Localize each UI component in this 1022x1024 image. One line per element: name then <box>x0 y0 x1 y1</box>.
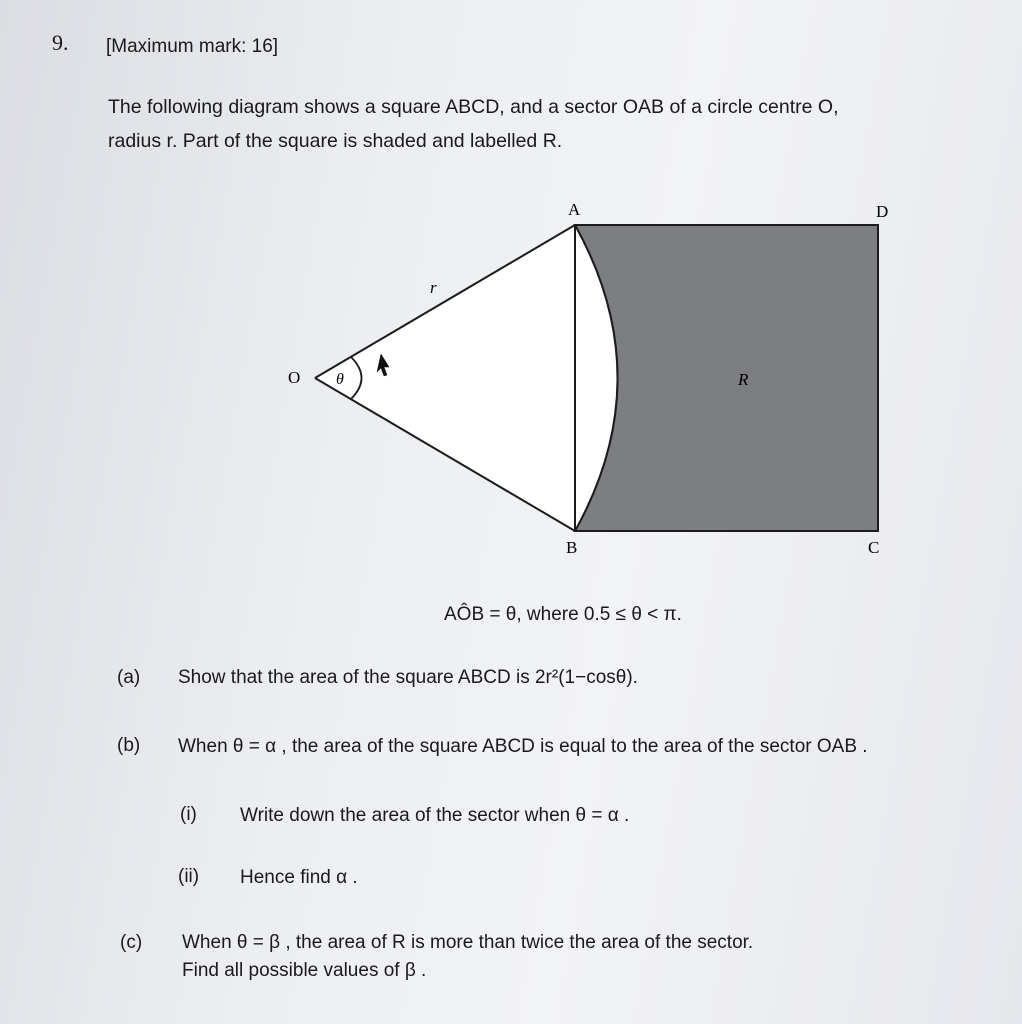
question-number: 9. <box>52 30 69 55</box>
sector-oab <box>315 225 618 531</box>
label-r-radius: r <box>430 278 437 297</box>
part-b-ii-text: Hence find α . <box>240 867 358 888</box>
part-c-text-line-1: When θ = β , the area of R is more than twice the area of the sector. <box>182 932 754 953</box>
part-c-text-line-2: Find all possible values of β . <box>182 960 427 981</box>
max-mark: [Maximum mark: 16] <box>106 36 279 57</box>
part-b-i-label: (i) <box>180 804 197 825</box>
intro-line-1: The following diagram shows a square ABCD, and a sector OAB of a circle centre O, <box>108 96 839 118</box>
part-a-text: Show that the area of the square ABCD is 2r²(1−cosθ). <box>178 667 638 688</box>
part-b-text: When θ = α , the area of the square ABCD is equal to the area of the sector OAB . <box>178 736 868 757</box>
angle-condition: AÔB = θ, where 0.5 ≤ θ < π. <box>444 604 682 625</box>
label-c: C <box>868 538 880 557</box>
label-region-r: R <box>738 370 749 389</box>
label-d: D <box>876 202 889 221</box>
part-b-ii-label: (ii) <box>178 866 200 887</box>
label-a: A <box>568 200 581 219</box>
label-theta: θ <box>336 371 344 388</box>
label-o: O <box>288 368 301 387</box>
part-a-label: (a) <box>117 667 141 688</box>
part-c-label: (c) <box>120 932 143 953</box>
intro-line-2: radius r. Part of the square is shaded and labelled R. <box>108 130 563 152</box>
part-b-label: (b) <box>117 735 141 756</box>
label-b: B <box>566 538 578 557</box>
part-b-i-text: Write down the area of the sector when θ = α . <box>240 805 630 826</box>
shaded-region-r <box>575 225 878 531</box>
